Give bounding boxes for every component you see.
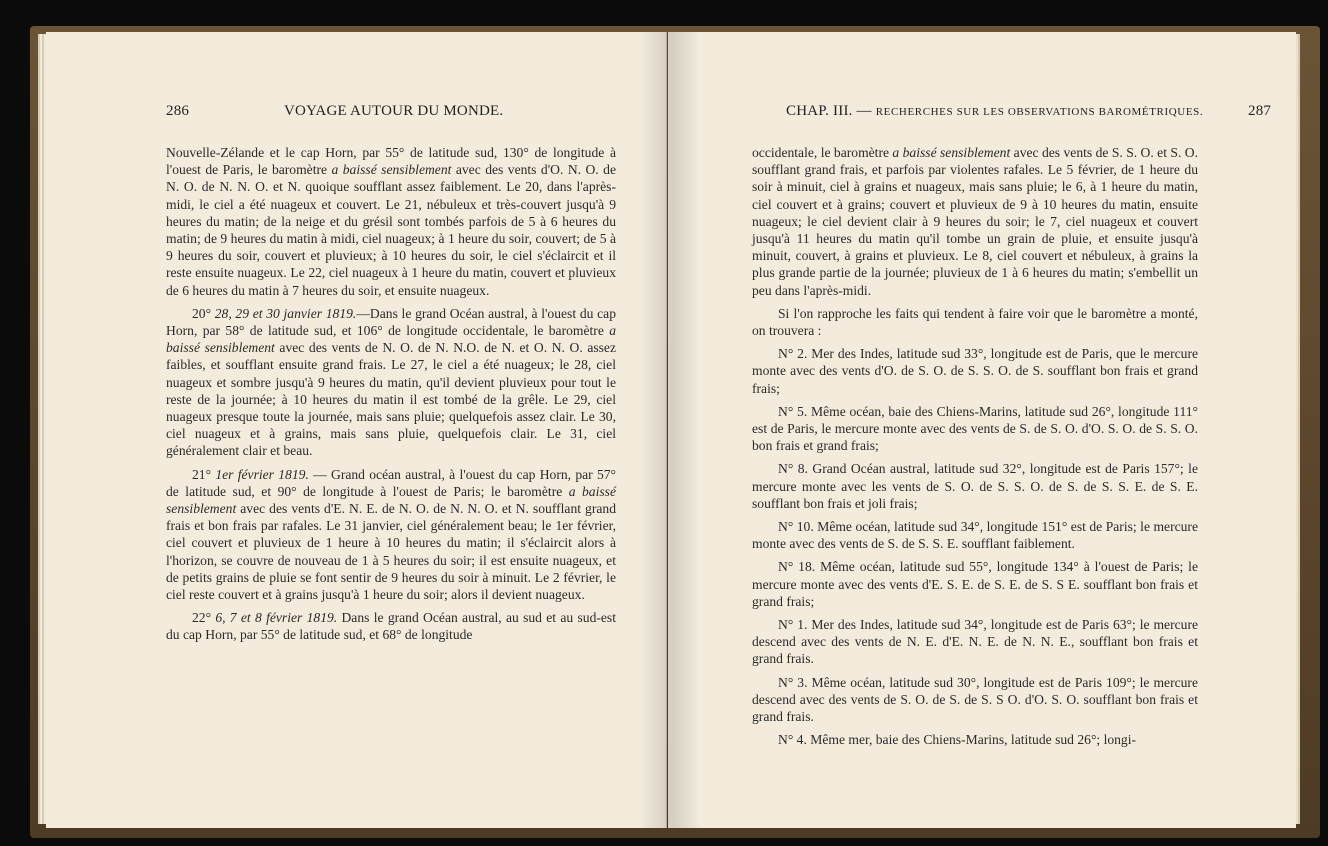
- left-paragraph-3: 21° 1er février 1819. — Grand océan austral, à l'ouest du cap Horn, par 57° de latitude sud, et 90° de longitude à l'ouest de Paris; le baromètre a baissé sensiblement avec des vents d'E. N. E. de N. O. de N. N. O. et N. soufflant grand frais et bon frais par rafales. Le 31 janvier, ciel généralement beau; le 1er février, ciel couvert et pluvieux de 1 heure à 10 heures du matin; il s'éclaircit alors à l'horizon, se couvre de nouveau de 1 à 5 heures du soir; il est ensuite nuageux, et de petits grains de pluie se font sentir de 9 heures du soir à minuit. Le 2 février, le ciel reste couvert et à grains jusqu'à 1 heure du soir; alors il devient nuageux.: [166, 466, 616, 603]
- right-paragraph-6: N° 10. Même océan, latitude sud 34°, longitude 151° est de Paris; le mercure monte avec des vents de S. de S. S. E. soufflant faiblement.: [752, 519, 1198, 552]
- right-paragraph-4: N° 5. Même océan, baie des Chiens-Marins, latitude sud 26°, longitude 111° est de Paris, le mercure monte avec des vents de S. de S. O. d'O. S. O. de S. S. O. bon frais et grand frais;: [752, 403, 1198, 454]
- left-page: [46, 32, 667, 828]
- right-paragraph-9: N° 3. Même océan, latitude sud 30°, longitude est de Paris 109°; le mercure descend avec des vents de S. O. de S. de S. S O. d'O. S. O. soufflant bon frais et grand frais.: [752, 674, 1198, 725]
- right-paragraph-7: N° 18. Même océan, latitude sud 55°, longitude 134° à l'ouest de Paris; le mercure monte avec des vents d'E. S. E. de S. E. de S. S E. soufflant bon frais et grand frais;: [752, 559, 1198, 609]
- left-running-title: VOYAGE AUTOUR DU MONDE.: [284, 103, 504, 119]
- right-paragraph-5: N° 8. Grand Océan austral, latitude sud 32°, longitude est de Paris 157°; le mercure monte avec les vents de S. O. de S. S. O. de S. de S. S. E. de S. E. soufflant bon frais et joli frais;: [752, 461, 1198, 511]
- right-paragraph-2: Si l'on rapproche les faits qui tendent à faire voir que le baromètre a monté, on trouvera :: [752, 305, 1198, 339]
- book-gutter-shadow: [640, 32, 700, 828]
- right-running-header: [786, 103, 1203, 120]
- left-paragraph-4: 22° 6, 7 et 8 février 1819. Dans le grand Océan austral, au sud et au sud-est du cap Horn, par 55° de latitude sud, et 68° de longitude: [166, 610, 616, 643]
- left-body-text: [166, 144, 616, 650]
- left-paragraph-1: Nouvelle-Zélande et le cap Horn, par 55° de latitude sud, 130° de longitude à l'ouest de Paris, le baromètre a baissé sensiblement avec des vents d'O. N. O. de N. O. de N. N. O. et N. quoique soufflant assez faiblement. Le 20, dans l'après-midi, le ciel a été nuageux et couvert. Le 21, nébuleux et très-couvert jusqu'à 9 heures du matin; de la neige et du grésil sont tombés parfois de 5 à 6 heures du matin; de 9 heures du matin à midi, ciel nuageux; à 1 heure du soir, couvert; de 5 à 9 heures du soir, couvert et pluvieux; à 10 heures du soir, le ciel s'éclaircit et il reste ensuite nuageux. Le 22, ciel nuageux à 1 heure du matin, couvert et pluvieux de 6 heures du matin à 7 heures du soir, et ensuite nuageux.: [166, 145, 616, 298]
- right-page: [668, 32, 1296, 828]
- right-paragraph-10: N° 4. Même mer, baie des Chiens-Marins, latitude sud 26°; longi-: [778, 732, 1137, 748]
- right-running-chap: CHAP. III. —: [786, 103, 872, 119]
- left-page-number: 286: [166, 103, 190, 119]
- left-paragraph-2: 20° 28, 29 et 30 janvier 1819.—Dans le grand Océan austral, à l'ouest du cap Horn, par 58° de latitude sud, et 106° de longitude occidentale, le baromètre a baissé sensiblement avec des vents de N. O. de N. N.O. de N. et O. N. O. assez faibles, et soufflant ensuite grand frais. Le 27, le ciel a été nuageux; le 28, ciel nuageux et sombre jusqu'à 9 heures du matin, qu'il devient pluvieux pour tout le reste de la journée; à 10 heures du matin il est tombé de la grêle. Le 29, ciel nuageux presque toute la journée, mais sans pluie; quelquefois assez clair. Le 30, ciel nuageux et à grains, mais sans pluie, quelquefois clair. Le 31, ciel généralement clair et beau.: [166, 305, 616, 459]
- right-page-number: 287: [1248, 103, 1272, 119]
- right-paragraph-3: N° 2. Mer des Indes, latitude sud 33°, longitude est de Paris, que le mercure monte avec des vents d'O. de S. O. de S. S. O. de S. soufflant bon frais et grand frais;: [752, 346, 1198, 396]
- right-paragraph-8: N° 1. Mer des Indes, latitude sud 34°, longitude est de Paris 63°; le mercure descend avec des vents de N. E. d'E. N. E. de N. N. E., soufflant bon frais et grand frais.: [752, 617, 1198, 667]
- right-body-text: [752, 144, 1198, 755]
- right-running-title: RECHERCHES SUR LES OBSERVATIONS BAROMÉTRIQUES.: [875, 106, 1204, 118]
- right-paragraph-1: occidentale, le baromètre a baissé sensiblement avec des vents de S. S. O. et S. O. soufflant grand frais, et parfois par violentes rafales. Le 5 février, de 1 heure du soir à minuit, ciel à grains et nuageux, mais sans pluie; le 6, à 1 heure du matin, ciel couvert et à grains; couvert et pluvieux de 9 à 10 heures du matin, ensuite nuageux; le ciel devient clair à 9 heures du soir; le 7, ciel nuageux et couvert jusqu'à 11 heures du matin qu'il tombe un grain de pluie, et ensuite jusqu'à minuit, couvert, à grains et pluvieux. Le 8, ciel couvert et nébuleux, à grains la plus grande partie de la journée; pluvieux de 1 à 6 heures du matin; s'embellit un peu dans l'après-midi.: [752, 145, 1198, 298]
